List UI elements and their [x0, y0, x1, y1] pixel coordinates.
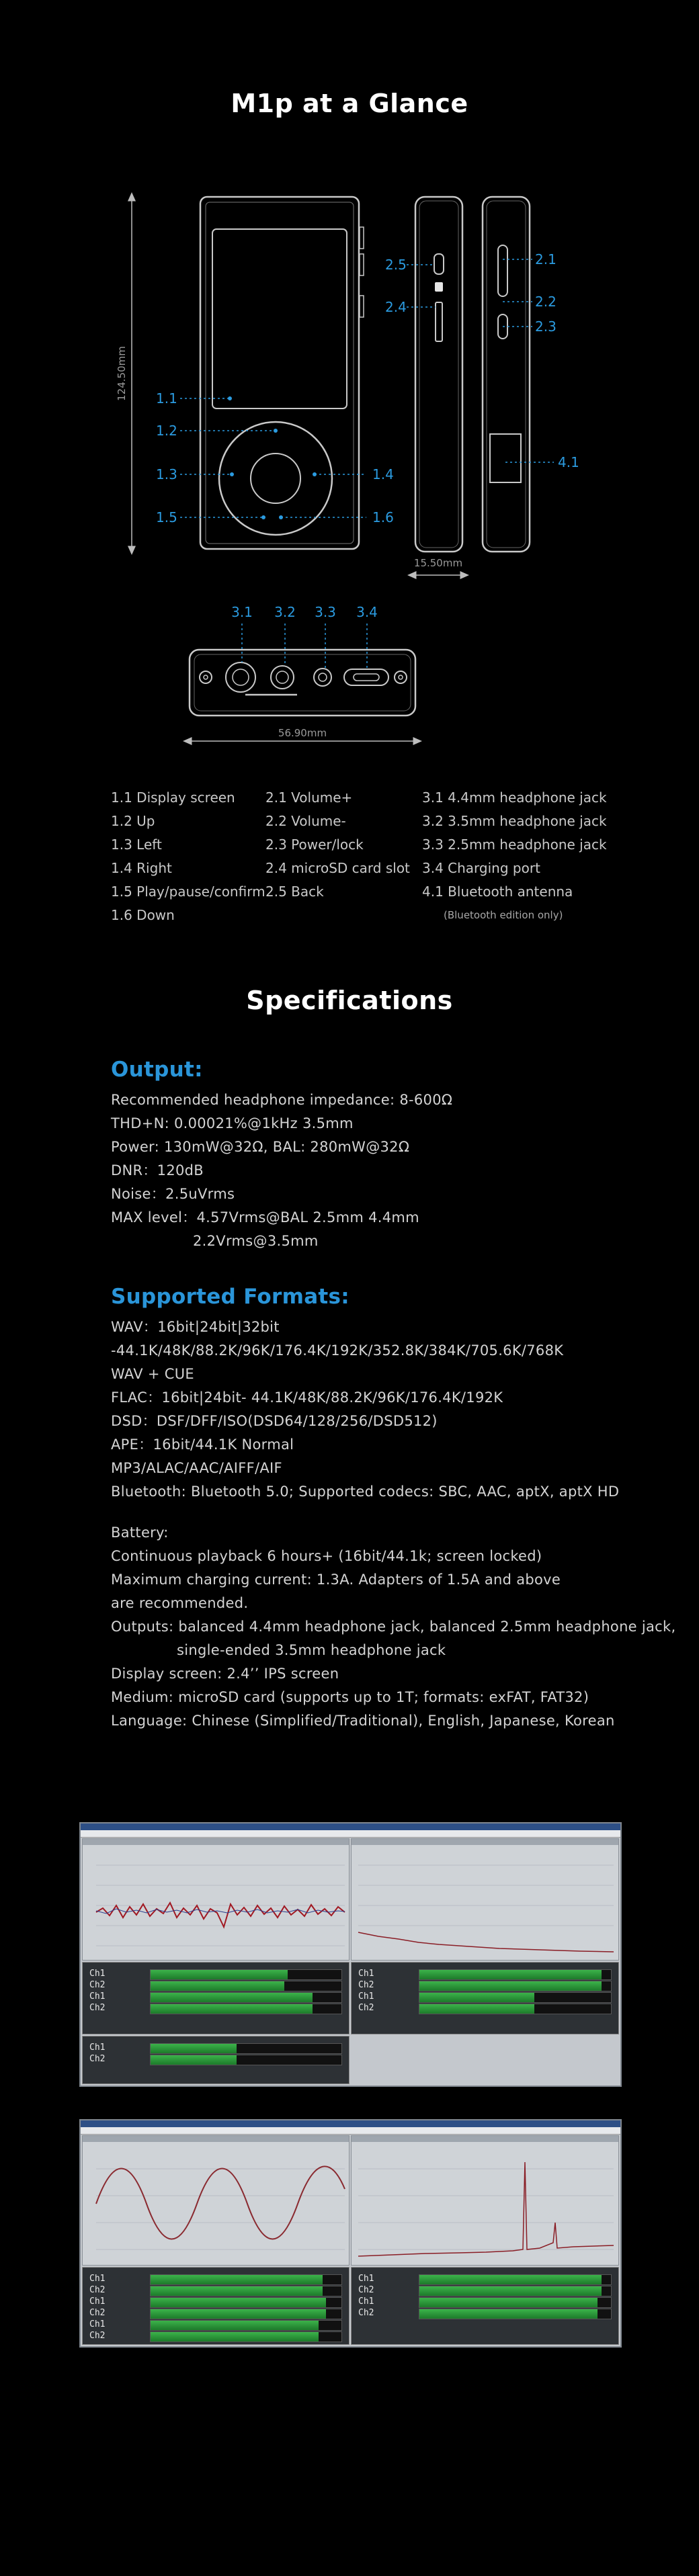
legend-item: 3.2 3.5mm headphone jack: [422, 813, 607, 829]
legend-column-1: [111, 786, 265, 927]
window-toolbar: [81, 1830, 620, 1838]
battery-label: Battery:: [111, 1525, 169, 1541]
channel-label: Ch2: [89, 2003, 106, 2013]
spec-line: Display screen: 2.4’’ IPS screen: [111, 1666, 339, 1682]
spec-line: WAV：16bit|24bit|32bit: [111, 1319, 280, 1335]
meter-row: [352, 2306, 618, 2321]
callout-4-1: 4.1: [558, 454, 579, 470]
legend-item: 2.3 Power/lock: [265, 836, 364, 853]
legend-item: 2.1 Volume+: [265, 789, 353, 806]
level-bar: [150, 2331, 342, 2342]
level-meters-bottom: [82, 2036, 350, 2084]
callout-3-2: 3.2: [274, 604, 296, 620]
level-meters-left: [82, 2267, 350, 2345]
window-titlebar: [81, 2120, 620, 2127]
spec-line: FLAC：16bit|24bit- 44.1K/48K/88.2K/96K/176.4K/192K: [111, 1389, 503, 1406]
channel-label: Ch1: [358, 2296, 374, 2307]
channel-label: Ch1: [358, 1991, 374, 2002]
callout-3-4: 3.4: [356, 604, 378, 620]
spec-line: Language: Chinese (Simplified/Traditional), English, Japanese, Korean: [111, 1713, 615, 1729]
harmonic-trace: [352, 2142, 618, 2264]
legend-item: 2.5 Back: [265, 884, 324, 900]
legend-item: 1.4 Right: [111, 860, 172, 876]
meter-row: [83, 2052, 349, 2067]
level-bar-fill: [151, 2332, 319, 2342]
channel-label: Ch2: [89, 2054, 106, 2064]
battery-section: [111, 1521, 676, 1733]
level-bar: [419, 2004, 612, 2014]
legend-item: 3.4 Charging port: [422, 860, 540, 876]
spec-line: APE：16bit/44.1K Normal: [111, 1436, 294, 1453]
measurement-screenshot-2: [79, 2119, 622, 2348]
logo-mark: [435, 282, 443, 292]
level-meters-left: [82, 1962, 350, 2034]
level-meters-right: [351, 1962, 619, 2034]
channel-label: Ch2: [358, 1980, 374, 1990]
channel-label: Ch1: [89, 2319, 106, 2329]
level-meters-right: [351, 2267, 619, 2345]
legend-column-3: [422, 786, 607, 927]
legend-item: 4.1 Bluetooth antenna: [422, 884, 573, 900]
legend-item: 1.5 Play/pause/confirm: [111, 884, 265, 900]
height-dimension-label: 124.50mm: [116, 346, 128, 401]
level-bar: [150, 2055, 342, 2065]
meter-row: [352, 2001, 618, 2016]
level-bar-fill: [151, 2055, 237, 2065]
measurement-screenshot-1: [79, 1822, 622, 2087]
spec-line: MP3/ALAC/AAC/AIFF/AIF: [111, 1460, 282, 1476]
channel-label: Ch2: [358, 2285, 374, 2295]
channel-label: Ch1: [89, 1991, 106, 2002]
waveform-plot: [82, 2135, 350, 2266]
channel-label: Ch1: [89, 1969, 106, 1979]
output-section: [111, 1056, 662, 1253]
level-bar: [150, 2004, 342, 2014]
level-bar-fill: [151, 2004, 313, 2014]
legend-item: 1.2 Up: [111, 813, 155, 829]
spec-line: THD+N: 0.00021%@1kHz 3.5mm: [111, 1115, 354, 1131]
callout-2-5: 2.5: [385, 257, 407, 273]
callout-3-3: 3.3: [315, 604, 336, 620]
callout-2-3: 2.3: [535, 318, 557, 335]
spec-line: DNR：120dB: [111, 1162, 204, 1178]
spec-line: MAX level：4.57Vrms@BAL 2.5mm 4.4mm: [111, 1209, 419, 1226]
spec-line: WAV + CUE: [111, 1366, 194, 1382]
callout-1-6: 1.6: [372, 509, 394, 525]
channel-label: Ch1: [89, 2296, 106, 2307]
front-callouts: [180, 398, 366, 517]
spec-line: Recommended headphone impedance: 8-600Ω: [111, 1092, 453, 1108]
spec-line: 2.2Vrms@3.5mm: [193, 1233, 319, 1249]
spec-line: Continuous playback 6 hours+ (16bit/44.1k; screen locked): [111, 1548, 542, 1564]
fft-plot: [82, 1838, 350, 1961]
output-heading: Output:: [111, 1058, 203, 1082]
callout-1-5: 1.5: [156, 509, 177, 525]
legend-column-2: [265, 786, 410, 904]
spec-line: Maximum charging current: 1.3A. Adapters of 1.5A and above are recommended.: [111, 1572, 561, 1611]
spectrum-trace: [352, 1845, 618, 1959]
device-side-view-right: [483, 197, 530, 552]
spectrum-plot: [351, 1838, 619, 1961]
channel-label: Ch2: [89, 1980, 106, 1990]
spec-line: Medium: microSD card (supports up to 1T; formats: exFAT, FAT32): [111, 1689, 589, 1705]
depth-dimension-label: 15.50mm: [413, 557, 463, 569]
legend-item: 3.1 4.4mm headphone jack: [422, 789, 607, 806]
legend-item: 1.1 Display screen: [111, 789, 235, 806]
harmonic-spectrum-plot: [351, 2135, 619, 2266]
legend-item: 1.3 Left: [111, 836, 162, 853]
channel-label: Ch1: [89, 2043, 106, 2053]
callout-1-3: 1.3: [156, 466, 177, 482]
spec-line: Noise：2.5uVrms: [111, 1186, 235, 1202]
fft-trace: [83, 1845, 349, 1959]
spec-line: Power: 130mW@32Ω, BAL: 280mW@32Ω: [111, 1139, 410, 1155]
channel-label: Ch2: [89, 2285, 106, 2295]
channel-label: Ch1: [89, 2274, 106, 2284]
width-dimension-label: 56.90mm: [278, 727, 327, 739]
device-side-view-left: [415, 197, 462, 552]
channel-label: Ch2: [89, 2308, 106, 2318]
window-titlebar: [81, 1823, 620, 1830]
window-toolbar: [81, 2127, 620, 2135]
callout-3-1: 3.1: [231, 604, 253, 620]
callout-1-1: 1.1: [156, 390, 177, 406]
level-bar-fill: [419, 2309, 598, 2319]
glance-title: M1p at a Glance: [231, 89, 468, 118]
spec-line: DSD：DSF/DFF/ISO(DSD64/128/256/DSD512): [111, 1413, 438, 1429]
channel-label: Ch1: [358, 1969, 374, 1979]
channel-label: Ch2: [89, 2331, 106, 2341]
callout-2-1: 2.1: [535, 251, 557, 267]
channel-label: Ch2: [358, 2308, 374, 2318]
callout-1-2: 1.2: [156, 423, 177, 439]
spec-line: single-ended 3.5mm headphone jack: [177, 1642, 446, 1658]
formats-section: [111, 1283, 662, 1504]
level-bar-fill: [419, 2004, 534, 2014]
callout-1-4: 1.4: [372, 466, 394, 482]
specs-title: Specifications: [246, 986, 453, 1015]
callout-2-2: 2.2: [535, 294, 557, 310]
device-front-view: [200, 197, 364, 549]
meter-row: [83, 2001, 349, 2016]
spec-line: Outputs: balanced 4.4mm headphone jack, balanced 2.5mm headphone jack,: [111, 1619, 676, 1635]
formats-heading: Supported Formats:: [111, 1285, 350, 1309]
channel-label: Ch2: [358, 2003, 374, 2013]
legend-item: 2.4 microSD card slot: [265, 860, 410, 876]
legend-item: 2.2 Volume-: [265, 813, 346, 829]
device-diagram: [0, 0, 699, 766]
device-bottom-view: [190, 650, 415, 716]
callout-2-4: 2.4: [385, 299, 407, 315]
legend-item: 1.6 Down: [111, 907, 175, 923]
level-bar: [419, 2309, 612, 2319]
spec-line: -44.1K/48K/88.2K/96K/176.4K/192K/352.8K/384K/705.6K/768K: [111, 1342, 564, 1359]
meter-row: [83, 2329, 349, 2344]
sine-trace: [83, 2142, 349, 2264]
legend-note: (Bluetooth edition only): [444, 909, 563, 921]
channel-label: Ch1: [358, 2274, 374, 2284]
legend-item: 3.3 2.5mm headphone jack: [422, 836, 607, 853]
spec-line: Bluetooth: Bluetooth 5.0; Supported codecs: SBC, AAC, aptX, aptX HD: [111, 1484, 620, 1500]
